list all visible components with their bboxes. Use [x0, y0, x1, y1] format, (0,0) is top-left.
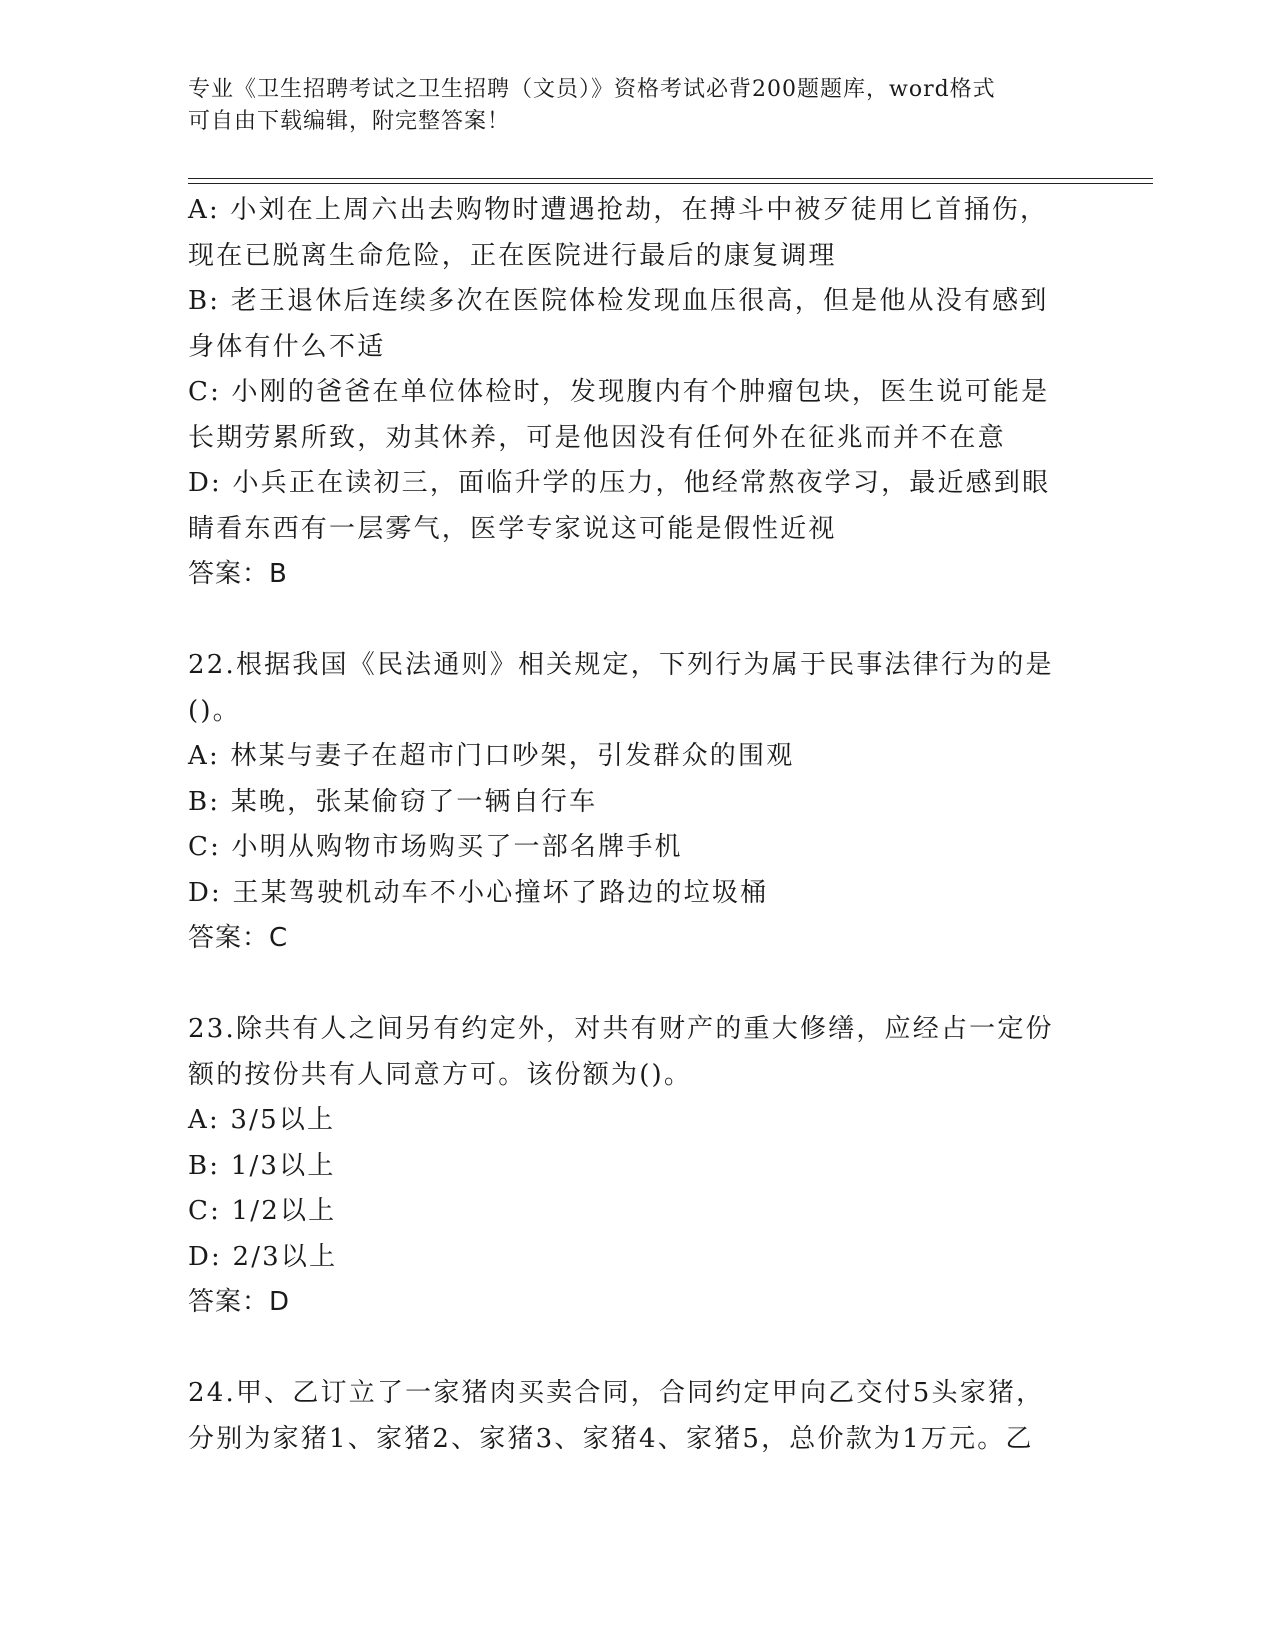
question-23-option-a: A: 3/5以上 — [188, 1105, 336, 1135]
header-title-line-1: 专业《卫生招聘考试之卫生招聘（文员）》资格考试必背200题题库，word格式 — [188, 77, 996, 102]
question-23-option-c: C: 1/2以上 — [188, 1196, 337, 1226]
question-22-option-a: A: 林某与妻子在超市门口吵架，引发群众的围观 — [188, 741, 795, 771]
question-body — [188, 188, 1088, 1462]
question-22 — [188, 643, 1088, 962]
option-c-line-1: C: 小刚的爸爸在单位体检时，发现腹内有个肿瘤包块，医生说可能是 — [188, 377, 1050, 407]
option-b-line-1: B: 老王退休后连续多次在医院体检发现血压很高，但是他从没有感到 — [188, 286, 1049, 316]
answer-23: 答案：D — [188, 1287, 291, 1317]
document-header — [188, 74, 1068, 138]
question-22-stem-line-1: 22.根据我国《民法通则》相关规定，下列行为属于民事法律行为的是 — [188, 650, 1054, 680]
answer-21: 答案：B — [188, 559, 288, 589]
option-a-line-2: 现在已脱离生命危险，正在医院进行最后的康复调理 — [188, 240, 837, 271]
question-22-option-d: D: 王某驾驶机动车不小心撞坏了路边的垃圾桶 — [188, 877, 769, 908]
spacer — [188, 962, 1088, 1008]
question-23-option-b: B: 1/3以上 — [188, 1150, 336, 1181]
option-a-line-1: A: 小刘在上周六出去购物时遭遇抢劫，在搏斗中被歹徒用匕首捅伤， — [188, 195, 1049, 225]
spacer — [188, 1326, 1088, 1372]
spacer — [188, 598, 1088, 644]
question-24-stem-line-1: 24.甲、乙订立了一家猪肉买卖合同，合同约定甲向乙交付5头家猪， — [188, 1378, 1045, 1408]
question-23-stem-line-2: 额的按份共有人同意方可。该份额为()。 — [188, 1059, 693, 1090]
option-d-line-1: D: 小兵正在读初三，面临升学的压力，他经常熬夜学习，最近感到眼 — [188, 468, 1051, 498]
question-22-stem-line-2: ()。 — [188, 695, 241, 726]
question-24 — [188, 1371, 1088, 1462]
header-title-line-2: 可自由下载编辑，附完整答案！ — [188, 109, 511, 134]
question-23 — [188, 1007, 1088, 1326]
header-divider-top — [188, 178, 1153, 179]
question-24-stem-line-2: 分别为家猪1、家猪2、家猪3、家猪4、家猪5，总价款为1万元。乙 — [188, 1423, 1034, 1454]
header-divider-bottom — [188, 183, 1153, 184]
question-23-stem-line-1: 23.除共有人之间另有约定外，对共有财产的重大修缮，应经占一定份 — [188, 1014, 1054, 1044]
question-22-option-c: C: 小明从购物市场购买了一部名牌手机 — [188, 832, 683, 862]
question-21-options — [188, 188, 1088, 598]
option-c-line-2: 长期劳累所致，劝其休养，可是他因没有任何外在征兆而并不在意 — [188, 422, 1006, 453]
option-d-line-2: 睛看东西有一层雾气，医学专家说这可能是假性近视 — [188, 513, 837, 544]
question-23-option-d: D: 2/3以上 — [188, 1241, 338, 1272]
answer-22: 答案：C — [188, 923, 289, 953]
option-b-line-2: 身体有什么不适 — [188, 331, 386, 362]
question-22-option-b: B: 某晚，张某偷窃了一辆自行车 — [188, 786, 598, 817]
